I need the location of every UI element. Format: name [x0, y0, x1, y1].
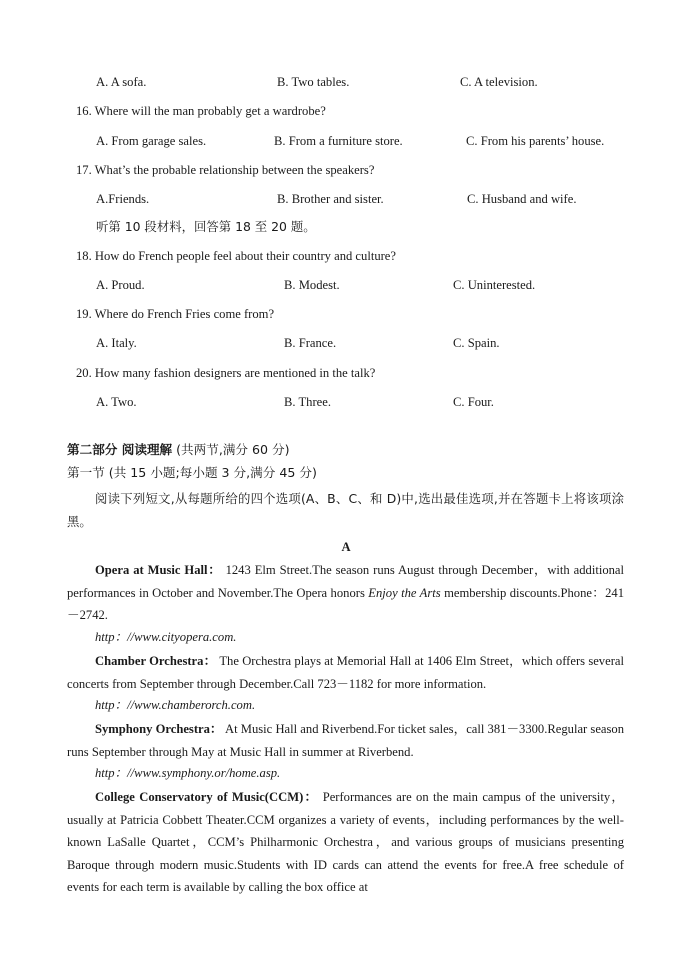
- q20-option-b: B. Three.: [284, 395, 331, 409]
- q19-option-b: B. France.: [284, 336, 337, 350]
- q15-options: [0, 72, 692, 92]
- reading-instruction: 阅读下列短文,从每题所给的四个选项(A、B、C、和 D)中,选出最佳选项,并在答题卡上将该项涂黑。: [67, 491, 624, 529]
- q20-option-a: A. Two.: [96, 395, 137, 409]
- q18-options: [0, 275, 692, 295]
- q17-options: [0, 189, 692, 209]
- entry-chamber-name: Chamber Orchestra：: [95, 654, 217, 668]
- q19-options: [0, 333, 692, 353]
- part-two-title-bold: 第二部分 阅读理解: [67, 442, 173, 457]
- section-one-title: 第一节 (共 15 小题;每小题 3 分,满分 45 分): [67, 465, 317, 480]
- q17-option-b: B. Brother and sister.: [277, 192, 384, 206]
- q18-option-c: C. Uninterested.: [453, 278, 536, 292]
- q16-options: [0, 131, 692, 151]
- q17-option-a: A.Friends.: [96, 192, 150, 206]
- entry-chamber-text: The Orchestra plays at Memorial Hall at 1406 Elm Street，which offers several concerts from September through December.Call 723－1182 for more information.: [67, 654, 624, 691]
- entry-ccm-name: College Conservatory of Music(CCM)：: [95, 790, 319, 804]
- q20-options: [0, 392, 692, 412]
- entry-symphony-text: At Music Hall and Riverbend.For ticket sales，call 381－3300.Regular season runs September through May at Music Hall in summer at Riverbend.: [67, 722, 624, 759]
- q16-option-a: A. From garage sales.: [96, 134, 207, 148]
- q18-option-b: B. Modest.: [284, 278, 340, 292]
- entry-chamber-url[interactable]: http：//www.chamberorch.com.: [95, 698, 256, 712]
- q15-option-a: A. A sofa.: [96, 75, 147, 89]
- material10-instruction: 听第 10 段材料，回答第 18 至 20 题。: [96, 219, 316, 234]
- part-two-title-score: (共两节,满分 60 分): [172, 442, 290, 457]
- entry-opera-text-1: 1243 Elm Street.The season runs August through December，with additional performances in October and November.The Opera honors: [67, 563, 624, 600]
- q16-option-b: B. From a furniture store.: [274, 134, 403, 148]
- passage-label: A: [341, 540, 351, 554]
- entry-opera-name: Opera at Music Hall：: [95, 563, 222, 577]
- q15-option-b: B. Two tables.: [277, 75, 350, 89]
- q15-option-c: C. A television.: [460, 75, 538, 89]
- q19-option-c: C. Spain.: [453, 336, 500, 350]
- q19-option-a: A. Italy.: [96, 336, 137, 350]
- part-two-title: [67, 440, 290, 460]
- entry-ccm-text: Performances are on the main campus of the university，usually at Patricia Cobbett Theater.CCM organizes a variety of events，including performances by the well-known LaSalle Quartet，CCM’s Philharmonic Orchestra，and various groups of musicians presenting Baroque through modern music.Students with ID cards can attend the events for free.A free schedule of events for each term is available by calling the box office at: [67, 790, 625, 894]
- q17-question: 17. What’s the probable relationship between the speakers?: [76, 163, 375, 177]
- q18-question: 18. How do French people feel about their country and culture?: [76, 249, 396, 263]
- entry-chamber: [67, 650, 624, 695]
- q19-question: 19. Where do French Fries come from?: [76, 307, 275, 321]
- q17-option-c: C. Husband and wife.: [467, 192, 577, 206]
- entry-opera: [67, 559, 624, 627]
- q20-question: 20. How many fashion designers are mentioned in the talk?: [76, 366, 376, 380]
- entry-symphony-url[interactable]: http：//www.symphony.or/home.asp.: [95, 766, 281, 780]
- entry-symphony-name: Symphony Orchestra：: [95, 722, 223, 736]
- q16-option-c: C. From his parents’ house.: [466, 134, 605, 148]
- entry-opera-italic: Enjoy the Arts: [368, 585, 441, 600]
- entry-opera-url[interactable]: http：//www.cityopera.com.: [95, 630, 237, 644]
- q16-question: 16. Where will the man probably get a wardrobe?: [76, 104, 326, 118]
- q20-option-c: C. Four.: [453, 395, 494, 409]
- entry-symphony: [67, 718, 624, 763]
- entry-opera-text-2: membership discounts.Phone：241－2742.: [67, 585, 625, 622]
- q18-option-a: A. Proud.: [96, 278, 145, 292]
- entry-ccm: [67, 786, 624, 899]
